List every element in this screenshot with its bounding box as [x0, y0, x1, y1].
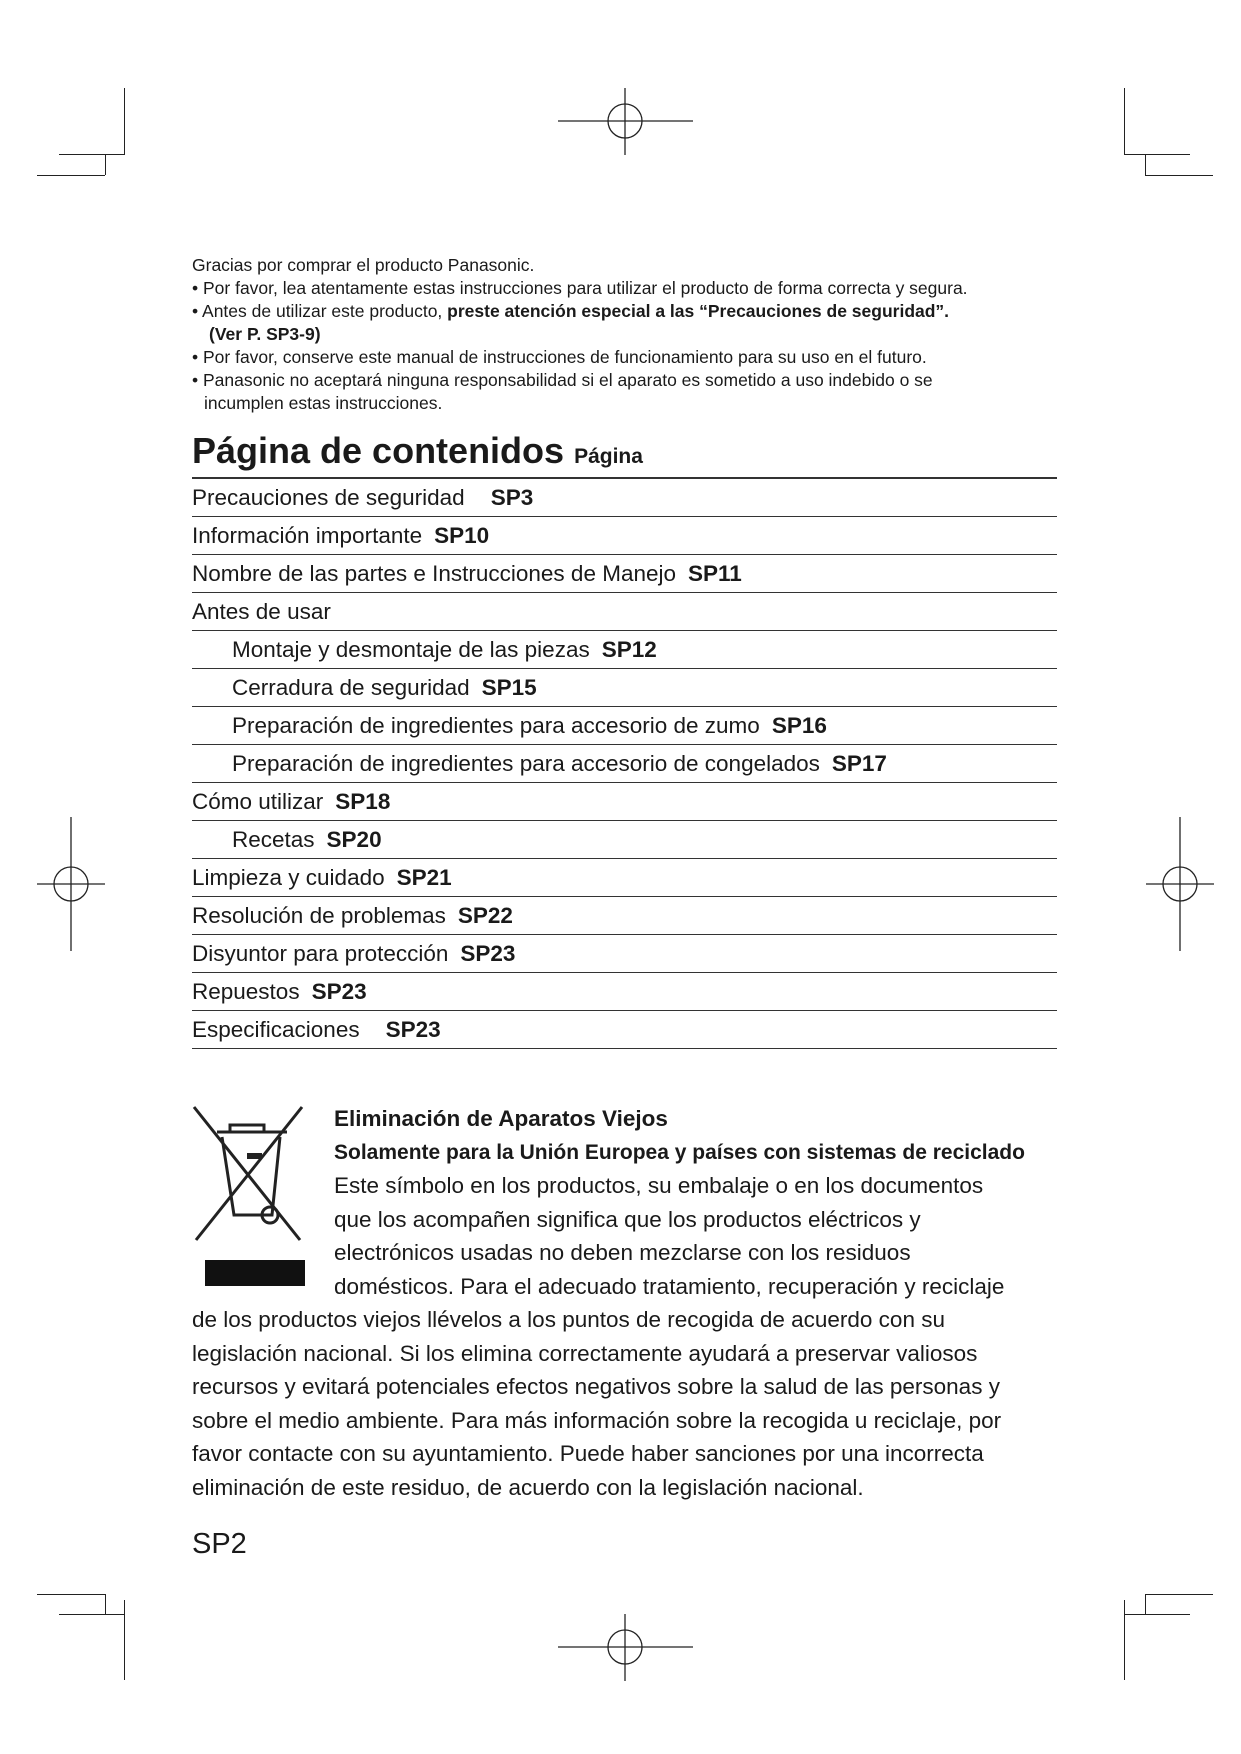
- toc-title: [192, 430, 643, 472]
- toc-item: [192, 897, 1057, 935]
- disposal-line: Este símbolo en los productos, su embalaje o en los documentos: [334, 1173, 984, 1198]
- registration-mark-bottom: [558, 1614, 693, 1681]
- intro-bullet: • Por favor, lea atentamente estas instrucciones para utilizar el producto de forma correcta y segura.: [192, 278, 968, 298]
- toc-item-label: Nombre de las partes e Instrucciones de Manejo: [192, 561, 677, 586]
- toc-item-label: Cerradura de seguridad: [232, 675, 470, 700]
- toc-item-page: SP20: [326, 827, 382, 852]
- disposal-line: domésticos. Para el adecuado tratamiento, recuperación y reciclaje: [334, 1273, 1005, 1299]
- disposal-line: eliminación de este residuo, de acuerdo con la legislación nacional.: [192, 1474, 864, 1500]
- intro-bullet: • Panasonic no aceptará ninguna responsabilidad si el aparato es sometido a uso indebido o se: [192, 370, 933, 390]
- toc-item-page: SP15: [481, 675, 537, 700]
- toc-heading: Página de contenidos: [192, 430, 565, 471]
- toc-item-page: SP18: [335, 789, 391, 814]
- table-of-contents: [192, 477, 1057, 1049]
- intro-bullet-text: • Antes de utilizar este producto,: [192, 301, 448, 321]
- toc-item-label: Preparación de ingredientes para accesorio de zumo: [232, 713, 760, 738]
- toc-item: [192, 1011, 1057, 1049]
- toc-item-label: Antes de usar: [192, 599, 331, 624]
- intro-see-page: (Ver P. SP3-9): [209, 324, 321, 344]
- toc-item-page: SP12: [601, 637, 657, 662]
- disposal-line: favor contacte con su ayuntamiento. Puede haber sanciones por una incorrecta: [192, 1441, 984, 1466]
- intro-bullet-cont: incumplen estas instrucciones.: [204, 393, 443, 413]
- toc-item: [192, 707, 1057, 745]
- toc-item-page: SP11: [688, 561, 742, 586]
- toc-item-label: Montaje y desmontaje de las piezas: [232, 637, 590, 662]
- intro-bullet: [192, 300, 1072, 323]
- disposal-title: Eliminación de Aparatos Viejos: [334, 1106, 668, 1131]
- toc-page-label: Página: [574, 445, 643, 468]
- disposal-line: electrónicos usadas no deben mezclarse con los residuos: [334, 1240, 911, 1265]
- toc-item: [192, 859, 1057, 897]
- disposal-section: [192, 1102, 1067, 1504]
- registration-mark-right: [1146, 817, 1214, 951]
- disposal-subtitle: Solamente para la Unión Europea y países con sistemas de reciclado: [334, 1140, 1025, 1164]
- toc-item: [192, 555, 1057, 593]
- toc-item: [192, 593, 1057, 631]
- disposal-line: recursos y evitará potenciales efectos negativos sobre la salud de las personas y: [192, 1374, 1000, 1399]
- toc-item: [192, 669, 1057, 707]
- disposal-line: sobre el medio ambiente. Para más información sobre la recogida u reciclaje, por: [192, 1407, 1002, 1433]
- toc-item-label: Precauciones de seguridad: [192, 485, 465, 510]
- toc-item-label: Preparación de ingredientes para accesorio de congelados: [232, 751, 820, 776]
- toc-item-label: Disyuntor para protección: [192, 941, 449, 966]
- toc-item-label: Recetas: [232, 827, 315, 852]
- intro-bullet: • Por favor, conserve este manual de instrucciones de funcionamiento para su uso en el futuro.: [192, 347, 927, 367]
- toc-item: [192, 973, 1057, 1011]
- toc-item-page: SP3: [490, 485, 534, 510]
- toc-item-label: Resolución de problemas: [192, 903, 446, 928]
- toc-item-label: Limpieza y cuidado: [192, 865, 385, 890]
- toc-item-label: Repuestos: [192, 979, 300, 1004]
- toc-item: [192, 517, 1057, 555]
- toc-item-label: Cómo utilizar: [192, 789, 324, 814]
- registration-mark-left: [37, 817, 105, 951]
- toc-item-page: SP23: [311, 979, 367, 1004]
- toc-item-page: SP21: [396, 865, 452, 890]
- toc-item-label: Especificaciones: [192, 1017, 360, 1042]
- page-number: SP2: [192, 1528, 247, 1560]
- toc-item-page: SP17: [831, 751, 887, 776]
- disposal-line: de los productos viejos llévelos a los puntos de recogida de acuerdo con su: [192, 1307, 945, 1332]
- toc-item: [192, 821, 1057, 859]
- intro-text: [192, 254, 1072, 415]
- disposal-line: que los acompañen significa que los productos eléctricos y: [334, 1206, 921, 1232]
- toc-item: [192, 479, 1057, 517]
- toc-item-label: Información importante: [192, 523, 423, 548]
- toc-item: [192, 745, 1057, 783]
- disposal-line: legislación nacional. Si los elimina correctamente ayudará a preservar valiosos: [192, 1340, 978, 1366]
- toc-item-page: SP23: [385, 1017, 441, 1042]
- toc-item-page: SP10: [434, 523, 490, 548]
- intro-bullet-bold: preste atención especial a las “Precauciones de seguridad”.: [447, 301, 950, 321]
- toc-item: [192, 935, 1057, 973]
- toc-item-page: SP22: [457, 903, 513, 928]
- toc-item-page: SP23: [460, 941, 516, 966]
- toc-item-page: SP16: [771, 713, 827, 738]
- intro-thanks: Gracias por comprar el producto Panasonic.: [192, 255, 535, 275]
- registration-mark-top: [558, 88, 693, 155]
- toc-item: [192, 783, 1057, 821]
- toc-item: [192, 631, 1057, 669]
